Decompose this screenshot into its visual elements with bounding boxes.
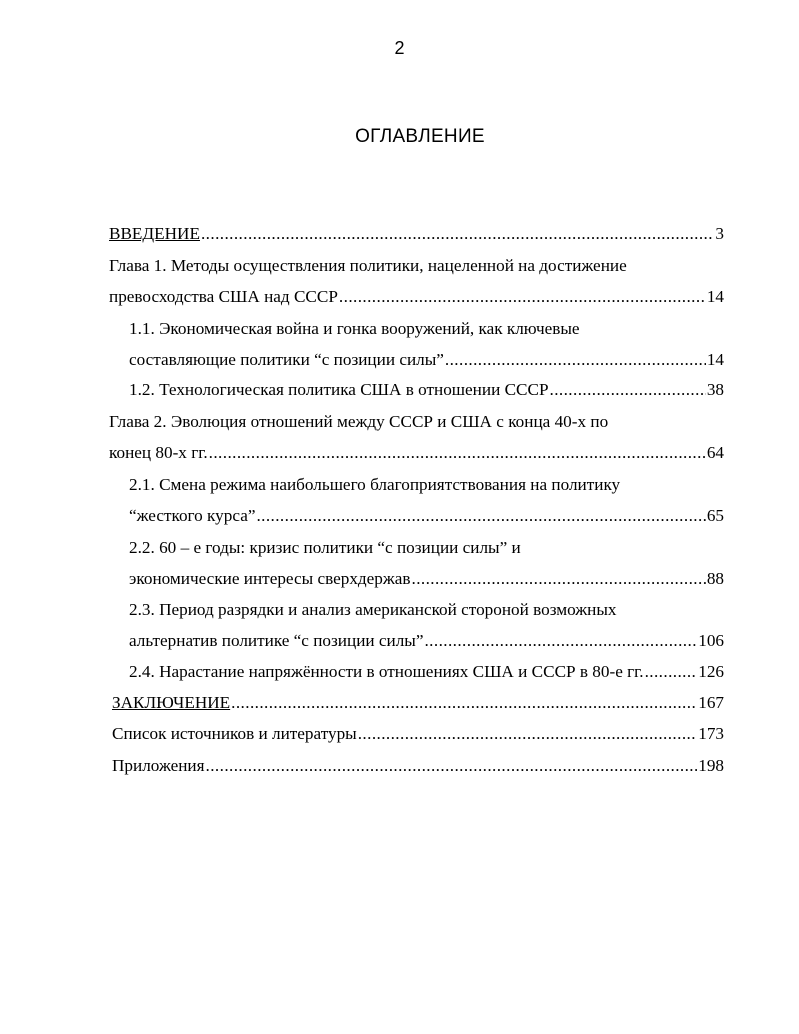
toc-entry-title: конец 80-х гг. <box>109 443 208 462</box>
toc-entry-page: 126 <box>698 662 724 681</box>
leader-dots <box>358 722 697 746</box>
toc-entry-title: ВВЕДЕНИЕ <box>109 224 200 243</box>
toc-entry-title: 2.2. 60 – е годы: кризис политики “с позиции силы” и <box>129 538 521 557</box>
toc-entry-title: альтернатив политике “с позиции силы” <box>129 631 424 650</box>
leader-dots <box>412 567 706 591</box>
toc-entry-chapter-2-cont[interactable] <box>109 441 724 465</box>
toc-entry-page: 88 <box>706 569 724 588</box>
toc-entry-title: 1.2. Технологическая политика США в отношении СССР <box>129 380 549 399</box>
toc-entry-page: 14 <box>706 287 724 306</box>
toc-entry-section-1-1-cont[interactable] <box>129 348 724 372</box>
toc-entry-title: Список источников и литературы <box>112 724 357 743</box>
toc-entry-page: 14 <box>706 350 724 369</box>
toc-entry-appendices[interactable] <box>112 754 724 778</box>
toc-entry-page: 167 <box>698 693 724 712</box>
toc-entry-section-1-2[interactable] <box>129 378 724 402</box>
toc-entry-section-2-1[interactable] <box>129 473 620 497</box>
toc-entry-page: 3 <box>715 224 724 243</box>
toc-entry-section-2-4[interactable] <box>129 660 724 684</box>
leader-dots <box>339 285 706 309</box>
toc-entry-section-2-3-cont[interactable] <box>129 629 724 653</box>
toc-entry-chapter-1[interactable] <box>109 254 627 278</box>
leader-dots <box>209 441 706 465</box>
toc-entry-section-1-1[interactable] <box>129 317 580 341</box>
toc-entry-title: 2.3. Период разрядки и анализ американской стороной возможных <box>129 600 617 619</box>
toc-entry-title: “жесткого курса” <box>129 506 256 525</box>
toc-entry-chapter-2[interactable] <box>109 410 608 434</box>
toc-entry-introduction[interactable] <box>109 222 724 246</box>
leader-dots <box>645 660 698 684</box>
toc-entry-page: 198 <box>698 756 724 775</box>
leader-dots <box>550 378 706 402</box>
leader-dots <box>445 348 706 372</box>
toc-entry-section-2-2[interactable] <box>129 536 521 560</box>
leader-dots <box>206 754 698 778</box>
leader-dots <box>231 691 697 715</box>
toc-entry-title: составляющие политики “с позиции силы” <box>129 350 444 369</box>
toc-entry-page: 38 <box>706 380 724 399</box>
toc-title: ОГЛАВЛЕНИЕ <box>355 126 485 147</box>
toc-entry-title: экономические интересы сверхдержав <box>129 569 411 588</box>
toc-entry-title: 1.1. Экономическая война и гонка вооружений, как ключевые <box>129 319 580 338</box>
page-number: 2 <box>394 38 405 58</box>
toc-entry-page: 106 <box>698 631 724 650</box>
toc-entry-title: 2.4. Нарастание напряжённости в отношениях США и СССР в 80-е гг. <box>129 662 644 681</box>
toc-entry-title: превосходства США над СССР <box>109 287 338 306</box>
leader-dots <box>256 504 705 528</box>
toc-entry-page: 64 <box>706 443 724 462</box>
toc-entry-chapter-1-cont[interactable] <box>109 285 724 309</box>
leader-dots <box>424 629 697 653</box>
toc-entry-title: ЗАКЛЮЧЕНИЕ <box>112 693 231 712</box>
toc-entry-title: Приложения <box>112 756 205 775</box>
toc-entry-section-2-2-cont[interactable] <box>129 567 724 591</box>
toc-entry-conclusion[interactable] <box>112 691 724 715</box>
toc-entry-title: Глава 2. Эволюция отношений между СССР и США с конца 40-х по <box>109 412 609 431</box>
toc-entry-sources[interactable] <box>112 722 724 746</box>
toc-entry-title: 2.1. Смена режима наибольшего благоприятствования на политику <box>129 475 621 494</box>
leader-dots <box>201 222 714 246</box>
toc-entry-section-2-3[interactable] <box>129 598 617 622</box>
toc-entry-title: Глава 1. Методы осуществления политики, нацеленной на достижение <box>109 256 627 275</box>
toc-entry-section-2-1-cont[interactable] <box>129 504 724 528</box>
toc-entry-page: 65 <box>706 506 724 525</box>
toc-entry-page: 173 <box>698 724 724 743</box>
